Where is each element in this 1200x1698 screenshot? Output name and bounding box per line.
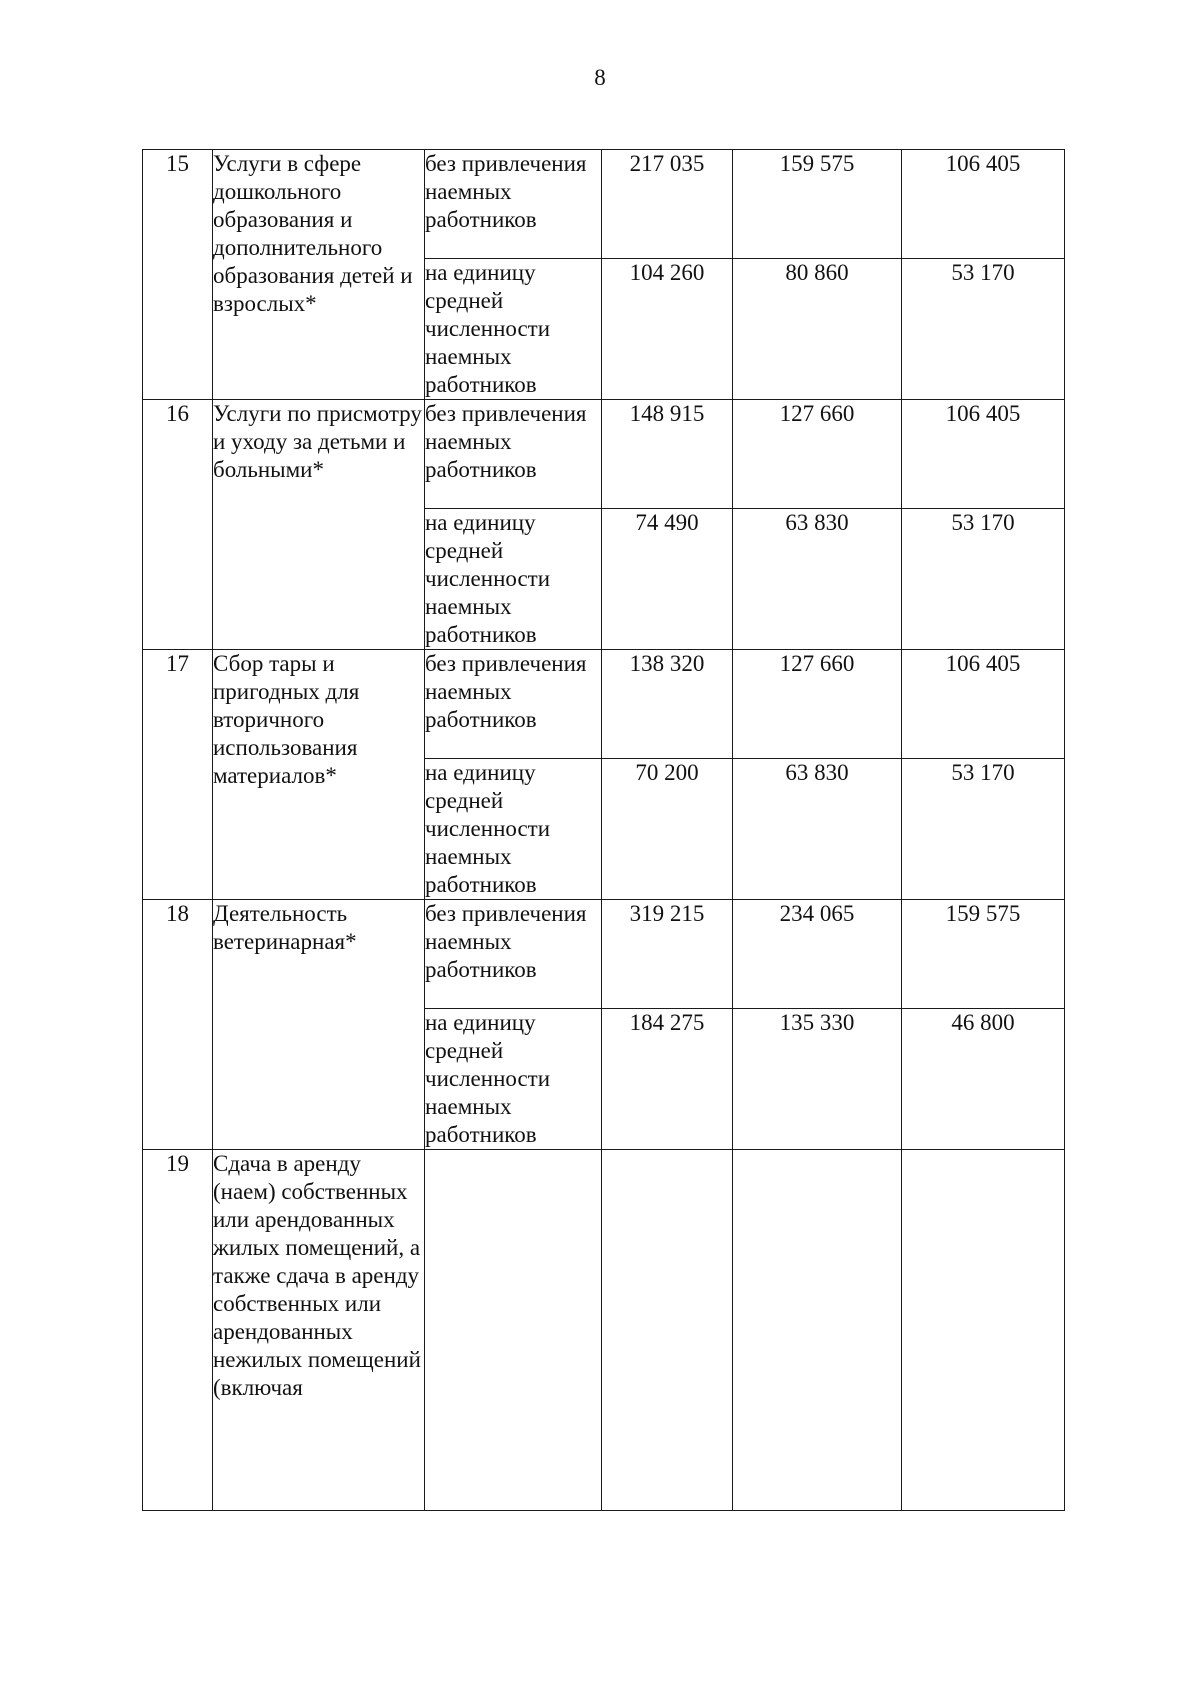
value-cell: 217 035: [602, 150, 733, 259]
value-cell: 159 575: [733, 150, 902, 259]
activity-name: Деятельность ветеринарная*: [213, 900, 425, 1150]
value-cell: 70 200: [602, 759, 733, 900]
value-cell: 80 860: [733, 259, 902, 400]
value-cell: 104 260: [602, 259, 733, 400]
condition-cell: на единицу средней численности наемных работников: [425, 509, 602, 650]
value-cell: [902, 1150, 1065, 1511]
row-number: 19: [143, 1150, 213, 1511]
value-cell: 148 915: [602, 400, 733, 509]
value-cell: 184 275: [602, 1009, 733, 1150]
value-cell: 63 830: [733, 509, 902, 650]
activity-name: Сдача в аренду (наем) собственных или арендованных жилых помещений, а также сдача в аренду собственных или арендованных нежилых помещений (включая: [213, 1150, 425, 1511]
tax-rates-table: [142, 149, 1065, 1511]
value-cell: 159 575: [902, 900, 1065, 1009]
value-cell: 319 215: [602, 900, 733, 1009]
table-row: [143, 900, 1065, 1009]
condition-cell: без привлечения наемных работников: [425, 400, 602, 509]
table-row: [143, 1150, 1065, 1511]
table-row: [143, 650, 1065, 759]
value-cell: 74 490: [602, 509, 733, 650]
value-cell: 106 405: [902, 150, 1065, 259]
page-number: 8: [594, 65, 606, 90]
value-cell: 46 800: [902, 1009, 1065, 1150]
value-cell: 138 320: [602, 650, 733, 759]
table-row: [143, 150, 1065, 259]
value-cell: 135 330: [733, 1009, 902, 1150]
row-number: 17: [143, 650, 213, 900]
value-cell: 63 830: [733, 759, 902, 900]
value-cell: 127 660: [733, 400, 902, 509]
row-number: 16: [143, 400, 213, 650]
value-cell: 234 065: [733, 900, 902, 1009]
row-number: 15: [143, 150, 213, 400]
table-row: [143, 400, 1065, 509]
condition-cell: без привлечения наемных работников: [425, 150, 602, 259]
value-cell: 53 170: [902, 509, 1065, 650]
activity-name: Сбор тары и пригодных для вторичного использования материалов*: [213, 650, 425, 900]
value-cell: 53 170: [902, 759, 1065, 900]
value-cell: [733, 1150, 902, 1511]
activity-name: Услуги в сфере дошкольного образования и дополнительного образования детей и взрослых*: [213, 150, 425, 400]
value-cell: 106 405: [902, 650, 1065, 759]
condition-cell: на единицу средней численности наемных работников: [425, 759, 602, 900]
condition-cell: без привлечения наемных работников: [425, 650, 602, 759]
condition-cell: [425, 1150, 602, 1511]
condition-cell: на единицу средней численности наемных работников: [425, 1009, 602, 1150]
value-cell: 106 405: [902, 400, 1065, 509]
value-cell: 127 660: [733, 650, 902, 759]
condition-cell: без привлечения наемных работников: [425, 900, 602, 1009]
condition-cell: на единицу средней численности наемных работников: [425, 259, 602, 400]
row-number: 18: [143, 900, 213, 1150]
value-cell: 53 170: [902, 259, 1065, 400]
activity-name: Услуги по присмотру и уходу за детьми и больными*: [213, 400, 425, 650]
value-cell: [602, 1150, 733, 1511]
